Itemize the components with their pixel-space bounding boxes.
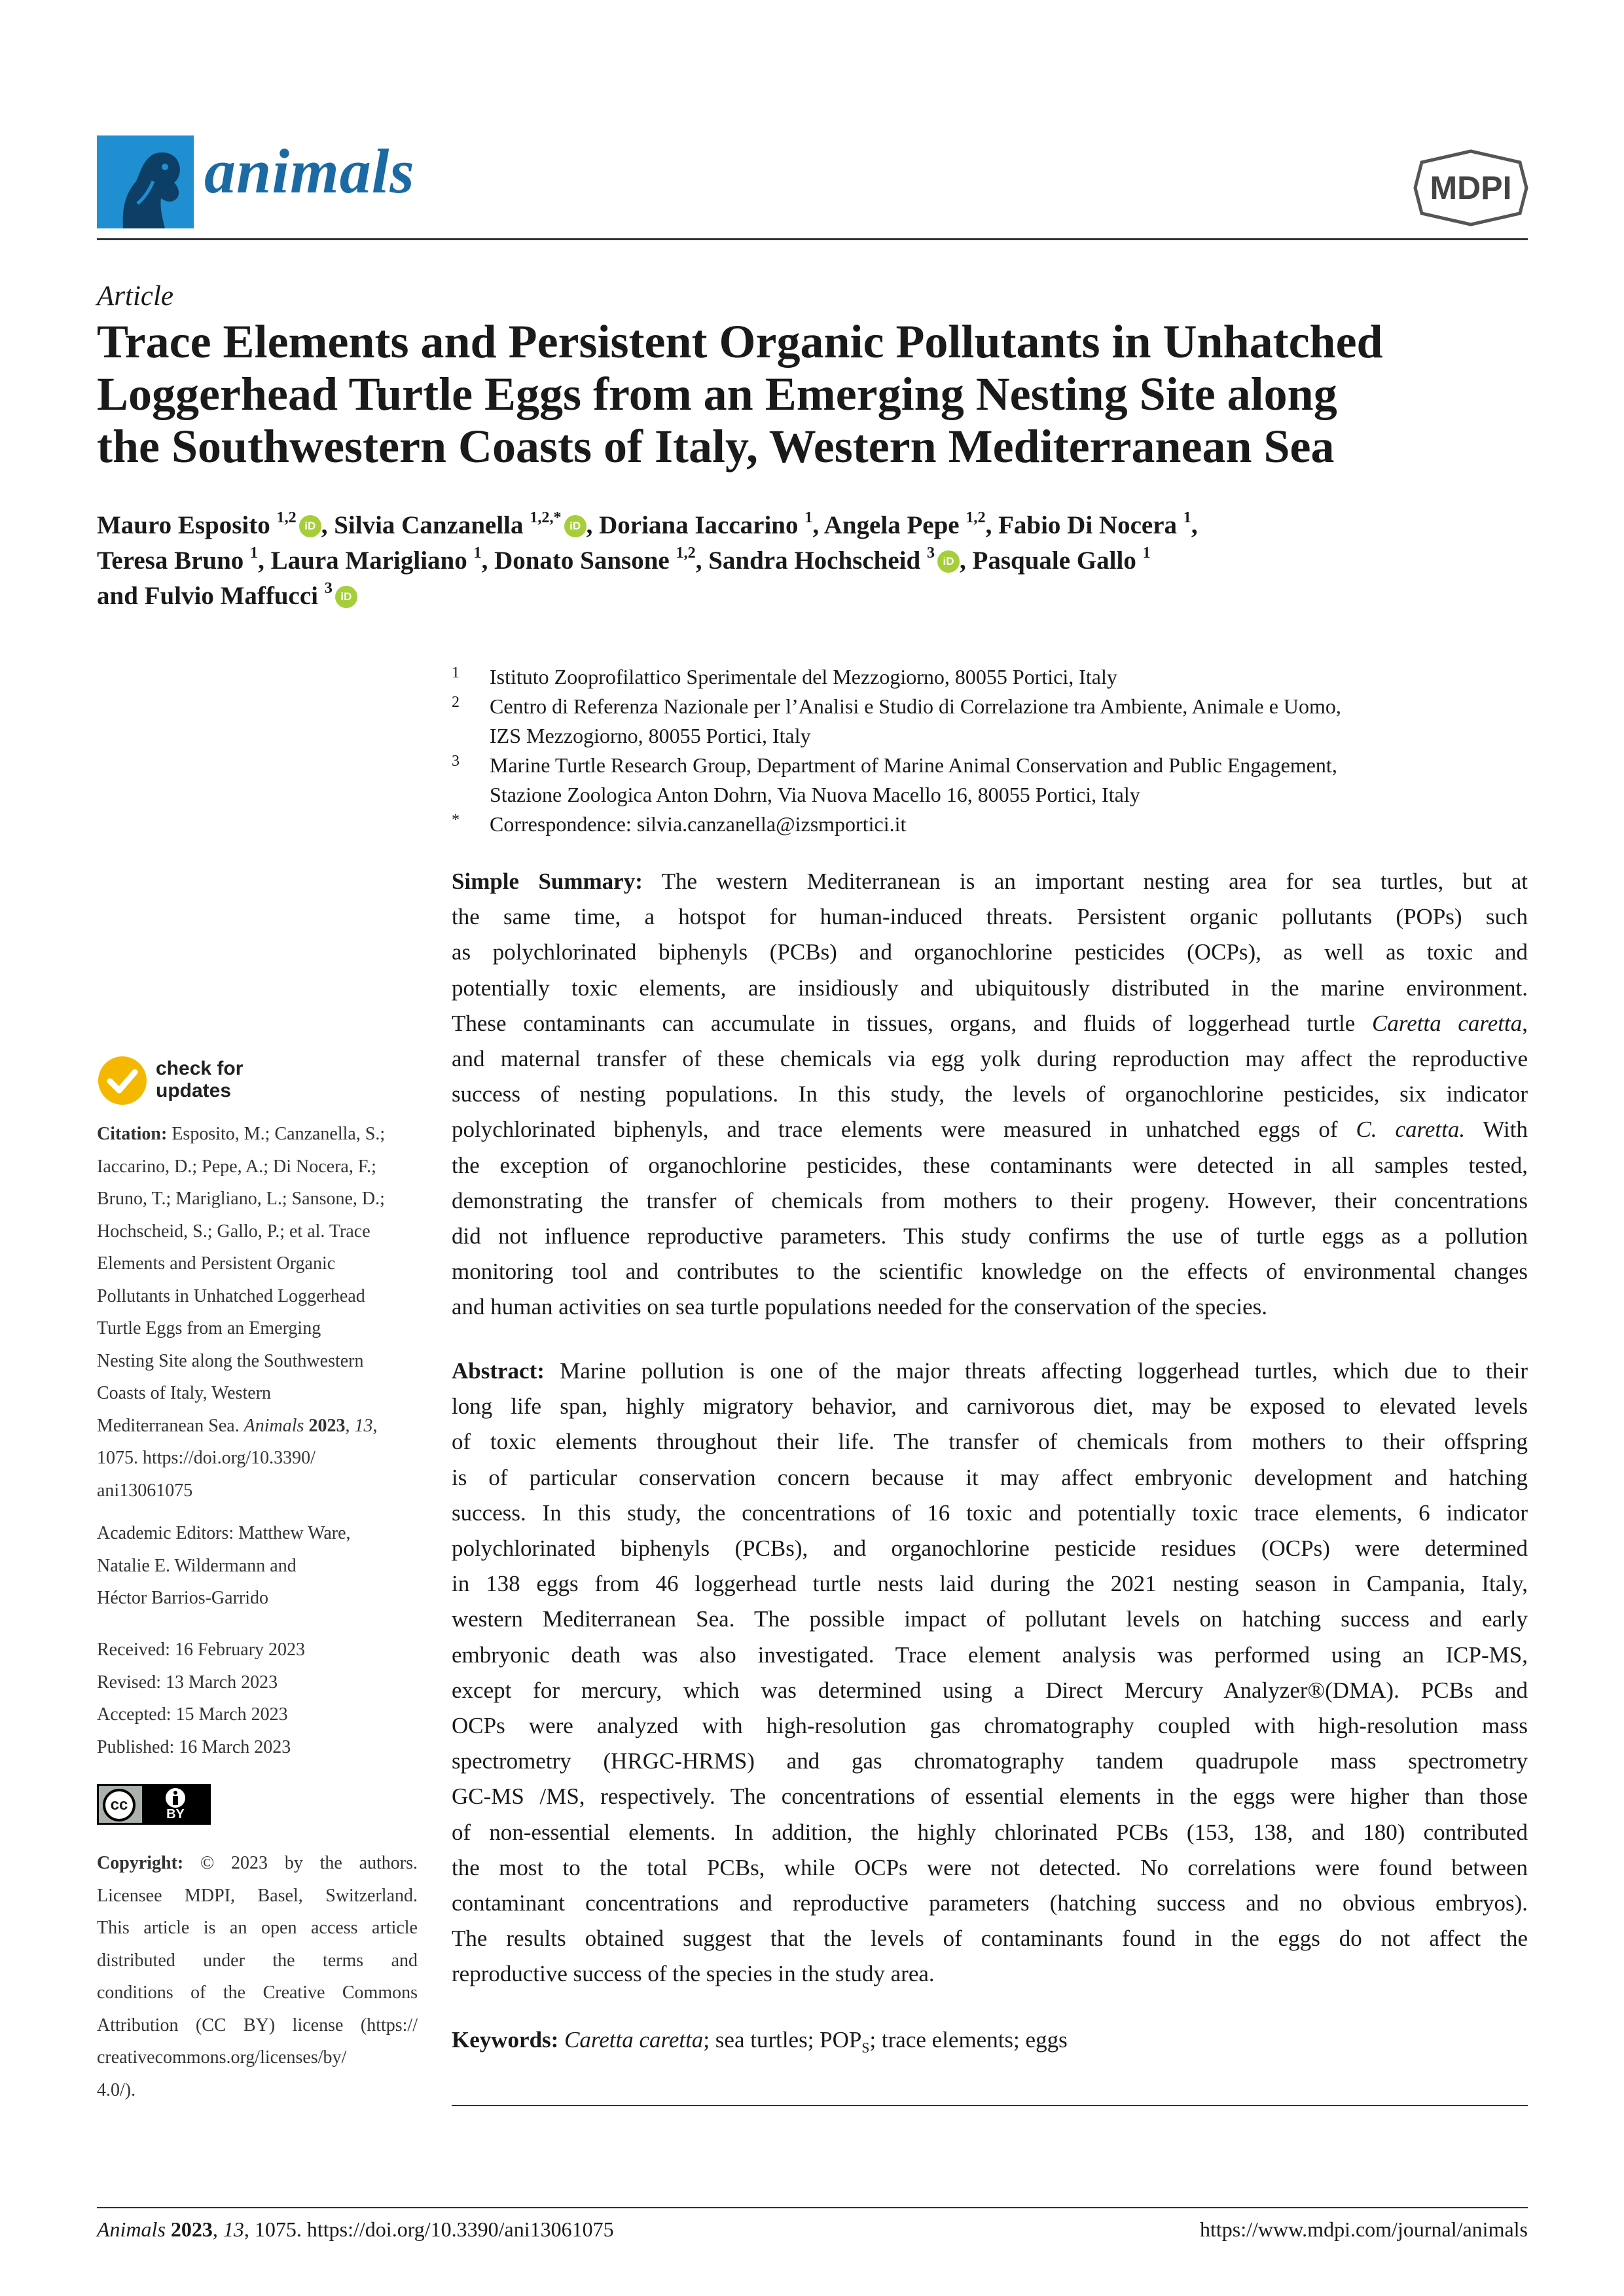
affiliation-mark: 2 — [452, 694, 460, 711]
affiliation-item — [452, 751, 1538, 810]
author-affiliation-mark: 3 — [324, 579, 333, 598]
footer-citation[interactable]: Animals 2023, 13, 1075. https://doi.org/10.3390/ani13061075 — [97, 2217, 614, 2241]
keywords-label: Keywords: — [452, 2027, 559, 2053]
affiliation-text: IZS Mezzogiorno, 80055 Portici, Italy — [490, 724, 811, 747]
abstract-line: OCPs were analyzed with high-resolution gas chromatography coupled with high-resolution mass — [452, 1713, 1528, 1739]
copyright-label: Copyright: — [97, 1853, 184, 1873]
keyword-list: ; trace elements; eggs — [869, 2027, 1068, 2053]
title-line: Trace Elements and Persistent Organic Pollutants in Unhatched — [97, 315, 1383, 368]
author-affiliation-mark: 1,2,* — [530, 509, 562, 527]
affiliations — [452, 662, 1538, 839]
keywords — [452, 2022, 1528, 2066]
abstract-line: polychlorinated biphenyls (PCBs), and organochlorine pesticide residues (OCPs) were determined — [452, 1535, 1528, 1562]
date-accepted: Accepted: 15 March 2023 — [97, 1704, 288, 1725]
orcid-icon[interactable]: iD — [564, 515, 586, 537]
author-separator: , — [1191, 511, 1198, 539]
academic-editors — [97, 1517, 437, 1615]
editors-line: Natalie E. Wildermann and — [97, 1555, 297, 1576]
ape-logo-icon — [97, 135, 194, 228]
footer-year: 2023 — [170, 2217, 213, 2241]
footer-rule — [97, 2207, 1528, 2208]
author-separator: , — [985, 511, 992, 539]
author-separator: , — [695, 547, 702, 575]
author-separator: , — [481, 547, 488, 575]
author-affiliation-mark: 1,2 — [676, 544, 696, 562]
footer-journal: Animals — [97, 2217, 166, 2241]
abstract-label: Abstract: — [452, 1358, 545, 1384]
summary-text: demonstrating the transfer of chemicals from mothers to their progeny. However, their concentrations — [452, 1187, 1528, 1213]
author — [97, 511, 327, 539]
summary-text: and human activities on sea turtle populations needed for the conservation of the species. — [452, 1294, 1268, 1320]
footer-doi: , 1075. https://doi.org/10.3390/ani13061075 — [244, 2217, 614, 2241]
affiliation-text: Centro di Referenza Nazionale per l’Analisi e Studio di Correlazione tra Ambiente, Animale e Uomo, — [490, 694, 1341, 718]
cc-by-license-badge[interactable] — [97, 1784, 211, 1825]
article-type: Article — [97, 281, 174, 312]
author — [97, 579, 357, 610]
abstract-line: the most to the total PCBs, while OCPs were not detected. No correlations were found between — [452, 1854, 1528, 1880]
person-icon — [166, 1788, 185, 1808]
copyright-line: Licensee MDPI, Basel, Switzerland. — [97, 1885, 418, 1906]
affiliation-text: Marine Turtle Research Group, Department of Marine Animal Conservation and Public Engagement, — [490, 753, 1337, 777]
check-badge-icon — [97, 1055, 148, 1106]
summary-text: success of nesting populations. In this study, the levels of organochlorine pesticides, six indicator — [452, 1081, 1528, 1107]
affiliation-item — [452, 662, 1538, 692]
abstract-line: of toxic elements throughout their life. The transfer of chemicals from mothers to their offspring — [452, 1429, 1528, 1455]
footer-journal-url[interactable]: https://www.mdpi.com/journal/animals — [1200, 2217, 1528, 2241]
citation-line: Pollutants in Unhatched Loggerhead — [97, 1285, 365, 1306]
abstract-line: reproductive success of the species in the study area. — [452, 1961, 935, 1987]
author-separator: , — [960, 547, 966, 575]
citation-line: Mediterranean Sea. — [97, 1415, 240, 1436]
affiliation-mark: 1 — [452, 664, 460, 681]
affiliation-text: Stazione Zoologica Anton Dohrn, Via Nuova Macello 16, 80055 Portici, Italy — [490, 783, 1140, 806]
abstract-line: contaminant concentrations and reproductive parameters (hatching success and no obvious embryos). — [452, 1890, 1528, 1916]
keyword-species: Caretta caretta — [564, 2027, 704, 2053]
summary-text: polychlorinated biphenyls, and trace elements were measured in unhatched eggs of — [452, 1117, 1356, 1143]
affiliation-mark: * — [452, 812, 460, 829]
author-name: and Fulvio Maffucci — [97, 582, 318, 610]
abstract-line: in 138 eggs from 46 loggerhead turtle nests laid during the 2021 nesting season in Campania, Italy, — [452, 1571, 1528, 1597]
author — [334, 511, 592, 539]
editors-line: Academic Editors: Matthew Ware, — [97, 1523, 351, 1543]
copyright-line: © 2023 by the authors. — [200, 1853, 418, 1873]
citation-line: Nesting Site along the Southwestern — [97, 1350, 364, 1371]
affiliation-text: Istituto Zooprofilattico Sperimentale del Mezzogiorno, 80055 Portici, Italy — [490, 665, 1117, 689]
abstract-line: The results obtained suggest that the levels of contaminants found in the eggs do not affect the — [452, 1926, 1528, 1952]
author-name: Pasquale Gallo — [972, 547, 1136, 575]
check-updates-line1: check for — [156, 1058, 244, 1079]
author-separator: , — [321, 511, 328, 539]
title-line: the Southwestern Coasts of Italy, Western Mediterranean Sea — [97, 420, 1335, 473]
article-title — [97, 315, 1383, 473]
abstract-line: except for mercury, which was determined using a Direct Mercury Analyzer®(DMA). PCBs and — [452, 1677, 1528, 1703]
author-separator: , — [586, 511, 593, 539]
species-name: C. caretta. — [1356, 1117, 1466, 1143]
cc-icon: cc — [103, 1789, 135, 1821]
author-separator: , — [812, 511, 820, 539]
summary-text: The western Mediterranean is an important nesting area for sea turtles, but at — [642, 869, 1528, 894]
copyright-line: Attribution (CC BY) license (https:// — [97, 2015, 418, 2036]
author — [599, 511, 819, 539]
abstract-line: long life span, highly migratory behavior, and carnivorous diet, may be exposed to elevated levels — [452, 1393, 1528, 1420]
species-name: Caretta caretta — [1372, 1010, 1523, 1036]
author — [824, 511, 992, 539]
mdpi-text: MDPI — [1430, 170, 1512, 206]
author — [97, 544, 264, 575]
abstract-line: embryonic death was also investigated. Trace element analysis was performed using an ICP-MS, — [452, 1641, 1528, 1668]
keywords-rule — [452, 2105, 1528, 2106]
citation-label: Citation: — [97, 1124, 168, 1144]
citation-line: Coasts of Italy, Western — [97, 1383, 272, 1403]
abstract-line — [452, 1354, 1528, 1389]
summary-text: the same time, a hotspot for human-induced threats. Persistent organic pollutants (POPs) such — [452, 904, 1528, 930]
author-name: Donato Sansone — [494, 547, 670, 575]
copyright-line: 4.0/). — [97, 2079, 136, 2100]
keyword-subscript: S — [861, 2040, 870, 2056]
author — [972, 544, 1151, 575]
footer-volume: 13 — [223, 2217, 244, 2241]
by-label: BY — [166, 1807, 185, 1821]
orcid-icon[interactable]: iD — [335, 586, 357, 608]
citation-line: Hochscheid, S.; Gallo, P.; et al. Trace — [97, 1221, 370, 1242]
summary-text: did not influence reproductive parameters. This study confirms the use of turtle eggs as a pollution — [452, 1223, 1528, 1249]
author-affiliation-mark: 1 — [804, 509, 813, 527]
summary-text: and maternal transfer of these chemicals via egg yolk during reproduction may affect the reproductive — [452, 1046, 1528, 1072]
date-revised: Revised: 13 March 2023 — [97, 1672, 278, 1693]
citation-year: 2023 — [308, 1415, 346, 1436]
citation-line: Turtle Eggs from an Emerging — [97, 1318, 321, 1338]
affiliation-text: Correspondence: silvia.canzanella@izsmportici.it — [490, 812, 907, 836]
copyright-line: distributed under the terms and — [97, 1950, 418, 1971]
orcid-icon[interactable]: iD — [937, 550, 960, 573]
affiliation-mark: 3 — [452, 753, 460, 770]
abstract-line: western Mediterranean Sea. The possible impact of pollutant levels on hatching success and early — [452, 1606, 1528, 1632]
author-affiliation-mark: 1 — [473, 544, 482, 562]
abstract-line: of non-essential elements. In addition, the highly chlorinated PCBs (153, 138, and 180) contributed — [452, 1819, 1528, 1845]
date-published: Published: 16 March 2023 — [97, 1736, 291, 1757]
journal-logo[interactable] — [97, 135, 194, 228]
summary-text: as polychlorinated biphenyls (PCBs) and organochlorine pesticides (OCPs), as well as toxic and — [452, 939, 1528, 965]
abstract-line: success. In this study, the concentrations of 16 toxic and potentially toxic trace elements, 6 indicator — [452, 1499, 1528, 1526]
mdpi-logo[interactable] — [1409, 149, 1533, 226]
author-name: Angela Pepe — [823, 511, 960, 539]
author-affiliation-mark: 1 — [1183, 509, 1191, 527]
orcid-icon[interactable]: iD — [299, 515, 321, 537]
citation: Citation: Esposito, M.; Canzanella, S.; Iaccarino, D.; Pepe, A.; Di Nocera, F.; Bruno, T.; Marigliano, L.; Sansone, D.; Hochscheid, S.; Gallo, P.; et al. Trace Elements and Persistent Organic Pollutants in Unhatched Loggerhead Turtle Eggs from an Emerging Nesting Site along the Southwestern Coasts of Italy, Western Mediterranean Sea. Animals 2023, 13, 1075. https://doi.org/10.3390/ ani13061075 — [97, 1118, 437, 1507]
abstract-text: Marine pollution is one of the major threats affecting loggerhead turtles, which due to their — [544, 1358, 1528, 1384]
publication-dates — [97, 1634, 437, 1763]
author-name: Teresa Bruno — [97, 547, 244, 575]
author — [494, 544, 702, 575]
copyright-line: conditions of the Creative Commons — [97, 1982, 418, 2003]
author — [270, 544, 488, 575]
editors-line: Héctor Barrios-Garrido — [97, 1588, 269, 1608]
author-affiliation-mark: 3 — [926, 544, 935, 562]
citation-line: Elements and Persistent Organic — [97, 1253, 336, 1274]
author-name: Mauro Esposito — [97, 511, 270, 539]
author-name: Doriana Iaccarino — [599, 511, 799, 539]
affiliation-item — [452, 692, 1538, 751]
abstract — [452, 1354, 1528, 1992]
by-strip — [142, 1786, 209, 1823]
abstract-line: GC-MS /MS, respectively. The concentrations of essential elements in the eggs were higher than those — [452, 1784, 1528, 1810]
simple-summary — [452, 864, 1528, 1325]
citation-journal: Animals — [244, 1415, 304, 1436]
copyright-line: This article is an open access article — [97, 1918, 418, 1938]
author-name: Fabio Di Nocera — [998, 511, 1178, 539]
citation-volume: 13 — [354, 1415, 373, 1436]
author-separator: , — [258, 547, 264, 575]
author-affiliation-mark: 1,2 — [965, 509, 986, 527]
header-rule — [97, 238, 1528, 240]
citation-line: Iaccarino, D.; Pepe, A.; Di Nocera, F.; — [97, 1156, 376, 1177]
summary-text: monitoring tool and contributes to the scientific knowledge on the effects of environmental changes — [452, 1259, 1528, 1285]
author-affiliation-mark: 1,2 — [276, 509, 297, 527]
abstract-line: is of particular conservation concern because it may affect embryonic development and hatching — [452, 1464, 1528, 1490]
copyright-notice — [97, 1847, 418, 2106]
title-line: Loggerhead Turtle Eggs from an Emerging Nesting Site along — [97, 368, 1337, 420]
author-affiliation-mark: 1 — [1142, 544, 1151, 562]
citation-doi-link[interactable]: 1075. https://doi.org/10.3390/ — [97, 1448, 316, 1468]
author-affiliation-mark: 1 — [250, 544, 259, 562]
check-updates-line2: updates — [156, 1080, 232, 1102]
abstract-line: spectrometry (HRGC-HRMS) and gas chromatography tandem quadrupole mass spectrometry — [452, 1748, 1528, 1774]
citation-doi-tail[interactable]: ani13061075 — [97, 1480, 193, 1501]
journal-name: animals — [204, 136, 415, 206]
citation-line: Bruno, T.; Marigliano, L.; Sansone, D.; — [97, 1189, 385, 1209]
check-for-updates[interactable] — [97, 1055, 313, 1107]
summary-text: potentially toxic elements, are insidiously and ubiquitously distributed in the marine environment. — [452, 975, 1528, 1001]
summary-text: With — [1465, 1117, 1528, 1143]
date-received: Received: 16 February 2023 — [97, 1640, 306, 1660]
author — [708, 544, 966, 575]
author-list — [97, 508, 1537, 614]
affiliation-item — [452, 810, 1538, 839]
citation-line: Esposito, M.; Canzanella, S.; — [171, 1124, 386, 1144]
keyword-list: ; sea turtles; POP — [703, 2027, 862, 2053]
copyright-license-link[interactable]: creativecommons.org/licenses/by/ — [97, 2047, 347, 2068]
author — [998, 511, 1198, 539]
author-name: Sandra Hochscheid — [708, 547, 921, 575]
summary-text: , — [1522, 1010, 1528, 1036]
simple-summary-label: Simple Summary: — [452, 869, 643, 894]
summary-text: These contaminants can accumulate in tissues, organs, and fluids of loggerhead turtle — [452, 1010, 1373, 1036]
author-name: Silvia Canzanella — [334, 511, 524, 539]
author-name: Laura Marigliano — [270, 547, 467, 575]
summary-text: the exception of organochlorine pesticides, these contaminants were detected in all samples tested, — [452, 1152, 1528, 1178]
